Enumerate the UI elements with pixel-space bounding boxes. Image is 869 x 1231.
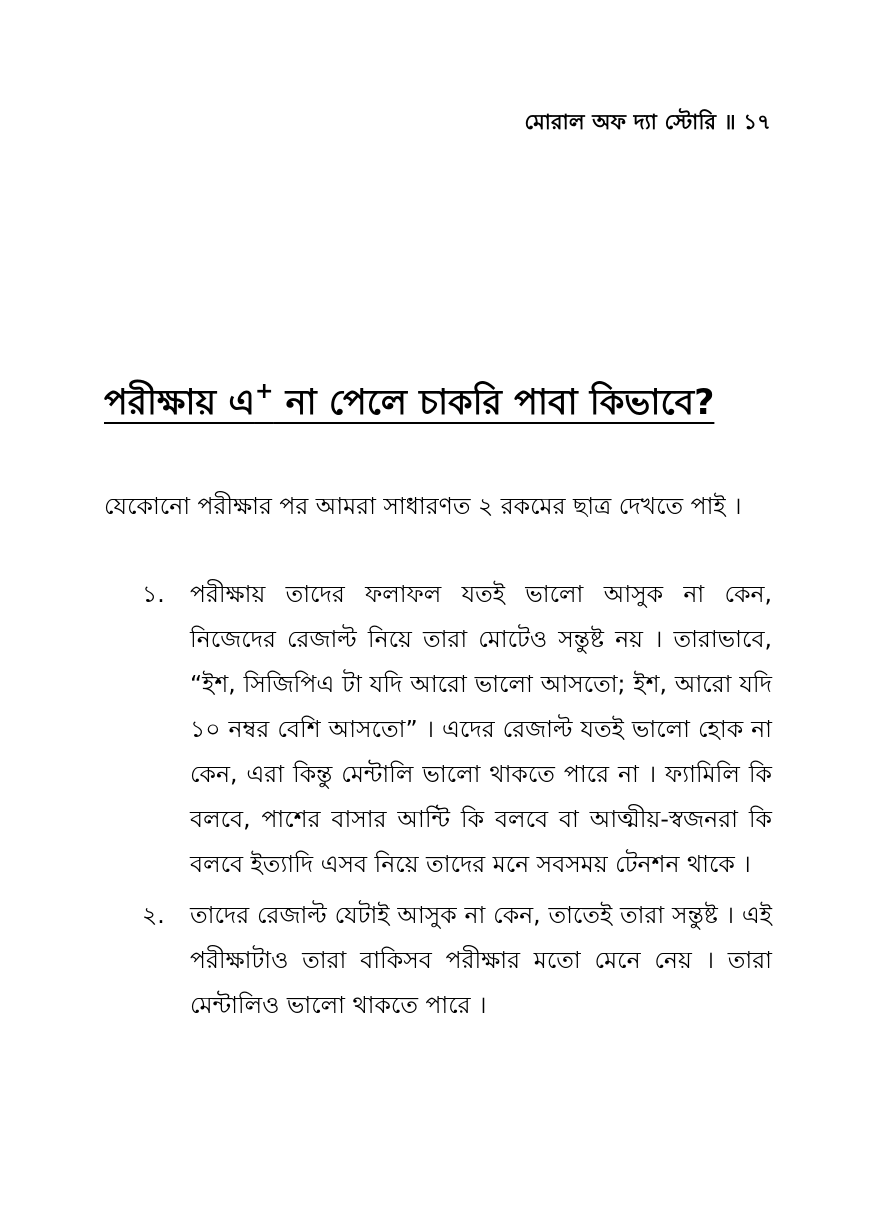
list-item-text: পরীক্ষায় তাদের ফলাফল যতই ভালো আসুক না কেন, নিজেদের রেজাল্ট নিয়ে তারা মোটেও সন্তুষ্ট নয় । তারাভাবে, “ইশ, সিজিপিএ টা যদি আরো ভালো আসতো; ইশ, আরো যদি ১০ নম্বর বেশি আসতো” । এদের রেজাল্ট যতই ভালো হোক না কেন, এরা কিন্তু মেন্টালি ভালো থাকতে পারে না । ফ্যামিলি কি বলবে, পাশের বাসার আন্টি কি বলবে বা আত্মীয়-স্বজনরা কি বলবে ইত্যাদি এসব নিয়ে তাদের মনে সবসময় টেনশন থাকে । [190, 580, 772, 878]
intro-paragraph: যেকোনো পরীক্ষার পর আমরা সাধারণত ২ রকমের ছাত্র দেখতে পাই । [104, 491, 742, 520]
list-item [142, 893, 772, 1028]
chapter-title-end: না পেলে চাকরি পাবা কিভাবে? [273, 383, 715, 423]
list-item-number: ১. [142, 580, 165, 608]
chapter-title-start: পরীক্ষায় এ [104, 383, 255, 423]
list-item-text: তাদের রেজাল্ট যেটাই আসুক না কেন, তাতেই তারা সন্তুষ্ট । এই পরীক্ষাটাও তারা বাকিসব পরীক্ষার মতো মেনে নেয় । তারা মেন্টালিও ভালো থাকতে পারে । [190, 901, 772, 1019]
numbered-list [142, 572, 772, 1034]
chapter-title [104, 378, 784, 427]
list-item [142, 572, 772, 887]
list-item-number: ২. [142, 901, 165, 929]
chapter-title-superscript: + [254, 379, 274, 404]
running-header: মোরাল অফ দ্যা স্টোরি ॥ ১৭ [524, 110, 771, 134]
